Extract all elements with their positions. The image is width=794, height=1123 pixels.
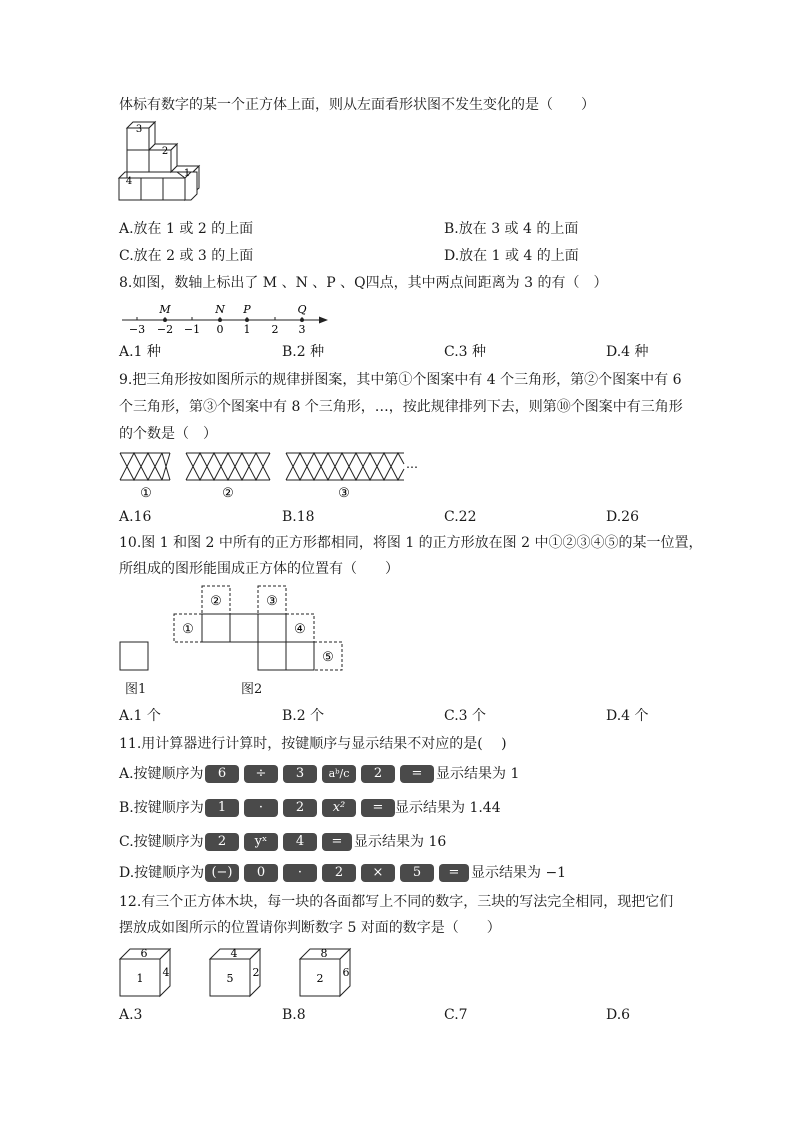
q12-cube-2-front: 5: [226, 972, 234, 985]
q12-cube-3-front: 2: [316, 972, 324, 985]
q12-option-b: B.8: [282, 1007, 306, 1023]
q8-point-p: P: [243, 303, 251, 316]
calc-key: x²: [322, 799, 356, 817]
q8-option-b: B.2 种: [282, 344, 325, 360]
q12-stem-line-2: 摆放成如图所示的位置请你判断数字 5 对面的数字是（ ）: [119, 920, 501, 936]
calc-key: =: [400, 765, 434, 783]
q12-option-a: A.3: [119, 1007, 143, 1023]
q10-position-1: ①: [182, 622, 194, 637]
q9-option-d: D.26: [606, 509, 639, 525]
q11-c-suffix: 显示结果为 16: [354, 834, 447, 850]
q12-cube-1-top: 6: [140, 947, 148, 960]
q8-tick-label: 0: [216, 323, 224, 336]
calc-key: (−): [205, 864, 239, 882]
q12-cube-2-top: 4: [230, 947, 238, 960]
calc-key: =: [439, 864, 469, 882]
calc-key: =: [322, 833, 352, 851]
q11-b-suffix: 显示结果为 1.44: [395, 800, 501, 816]
q8-point-m: M: [159, 303, 171, 316]
q9-ellipsis: …: [406, 457, 418, 471]
q8-tick-label: 2: [271, 323, 279, 336]
calc-key: ×: [361, 864, 395, 882]
calc-key: 4: [283, 833, 317, 851]
q12-cube-3-side: 6: [342, 966, 350, 979]
q12-cubes-figure: [116, 944, 366, 1000]
q10-option-b: B.2 个: [282, 708, 325, 724]
q9-stem-line-1: 9.把三角形按如图所示的规律拼图案，其中第①个图案中有 4 个三角形，第②个图案中有 6: [119, 372, 682, 388]
q9-option-c: C.22: [444, 509, 477, 525]
q8-number-line: [118, 300, 333, 338]
q12-cube-2-side: 2: [252, 966, 260, 979]
q10-option-d: D.4 个: [606, 708, 649, 724]
calc-key: aᵇ/c: [322, 765, 356, 783]
q11-b-prefix: B.按键顺序为: [119, 800, 204, 816]
q7-label-1: 1: [183, 168, 191, 179]
calc-key: 2: [283, 799, 317, 817]
q7-option-a: A.放在 1 或 2 的上面: [119, 221, 254, 237]
q10-option-a: A.1 个: [119, 708, 161, 724]
q9-stem-line-2: 个三角形，第③个图案中有 8 个三角形，…，按此规律排列下去，则第⑩个图案中有三角形: [119, 399, 683, 415]
calc-key: ·: [283, 864, 317, 882]
calc-key: 5: [400, 864, 434, 882]
q9-pattern-label-1: ①: [140, 486, 152, 501]
calc-key: 6: [205, 765, 239, 783]
q9-option-a: A.16: [119, 509, 152, 525]
q8-option-a: A.1 种: [119, 344, 161, 360]
calc-key: 2: [322, 864, 356, 882]
q12-cube-3-top: 8: [320, 947, 328, 960]
q12-option-c: C.7: [444, 1007, 468, 1023]
q10-option-c: C.3 个: [444, 708, 487, 724]
q7-label-2: 2: [161, 146, 169, 157]
q8-tick-label: −3: [128, 323, 146, 336]
q7-option-c: C.放在 2 或 3 的上面: [119, 248, 254, 264]
q12-cube-1-front: 1: [136, 972, 144, 985]
q8-tick-label: −1: [183, 323, 201, 336]
q11-a-suffix: 显示结果为 1: [436, 766, 520, 782]
q9-pattern-label-2: ②: [222, 486, 234, 501]
q8-stem: 8.如图，数轴上标出了 M 、N 、P 、Q四点，其中两点间距离为 3 的有（ ）: [119, 275, 608, 291]
q7-option-d: D.放在 1 或 4 的上面: [444, 248, 579, 264]
calc-key: 0: [244, 864, 278, 882]
q10-stem-line-2: 所组成的图形能围成正方体的位置有（ ）: [119, 561, 399, 577]
calc-key: =: [361, 799, 395, 817]
q8-option-d: D.4 种: [606, 344, 649, 360]
calc-key: 1: [205, 799, 239, 817]
q9-stem-line-3: 的个数是（ ）: [119, 426, 217, 442]
q7-stem: 体标有数字的某一个正方体上面，则从左面看形状图不发生变化的是（ ）: [119, 97, 595, 113]
q7-option-b: B.放在 3 或 4 的上面: [444, 221, 579, 237]
q11-d-prefix: D.按键顺序为: [119, 865, 205, 881]
q12-cube-1-side: 4: [162, 966, 170, 979]
q8-point-q: Q: [297, 303, 307, 316]
q8-option-c: C.3 种: [444, 344, 487, 360]
q11-a-prefix: A.按键顺序为: [119, 766, 204, 782]
q10-figure-2-caption: 图2: [241, 682, 263, 697]
q10-figure-1-caption: 图1: [125, 682, 147, 697]
q9-option-b: B.18: [282, 509, 315, 525]
q8-tick-label: 3: [298, 323, 306, 336]
q12-option-d: D.6: [606, 1007, 631, 1023]
q8-tick-label: 1: [243, 323, 251, 336]
q12-stem-line-1: 12.有三个正方体木块，每一块的各面都写上不同的数字，三块的写法完全相同，现把它们: [119, 894, 674, 910]
q8-tick-label: −2: [156, 323, 174, 336]
calc-key: 2: [361, 765, 395, 783]
q10-position-2: ②: [210, 594, 222, 609]
q11-d-suffix: 显示结果为 −1: [471, 865, 567, 881]
q10-position-5: ⑤: [322, 650, 334, 665]
calc-key: 3: [283, 765, 317, 783]
q7-label-4: 4: [125, 176, 133, 187]
calc-key: 2: [205, 833, 239, 851]
q11-c-prefix: C.按键顺序为: [119, 834, 204, 850]
q7-label-3: 3: [135, 124, 143, 135]
q10-position-4: ④: [294, 622, 306, 637]
q10-position-3: ③: [266, 594, 278, 609]
calc-key: ·: [244, 799, 278, 817]
q9-pattern-label-3: ③: [338, 486, 350, 501]
calc-key: yˣ: [244, 833, 278, 851]
q8-point-n: N: [215, 303, 225, 316]
q9-triangle-patterns-figure: [116, 450, 426, 502]
q10-net-figures: [116, 584, 348, 674]
q10-stem-line-1: 10.图 1 和图 2 中所有的正方形都相同，将图 1 的正方形放在图 2 中①②③④⑤的某一位置，: [119, 535, 703, 551]
calc-key: ÷: [244, 765, 278, 783]
q7-cube-stack-figure: [115, 120, 210, 212]
q11-stem: 11.用计算器进行计算时，按键顺序与显示结果不对应的是( ): [119, 736, 507, 752]
